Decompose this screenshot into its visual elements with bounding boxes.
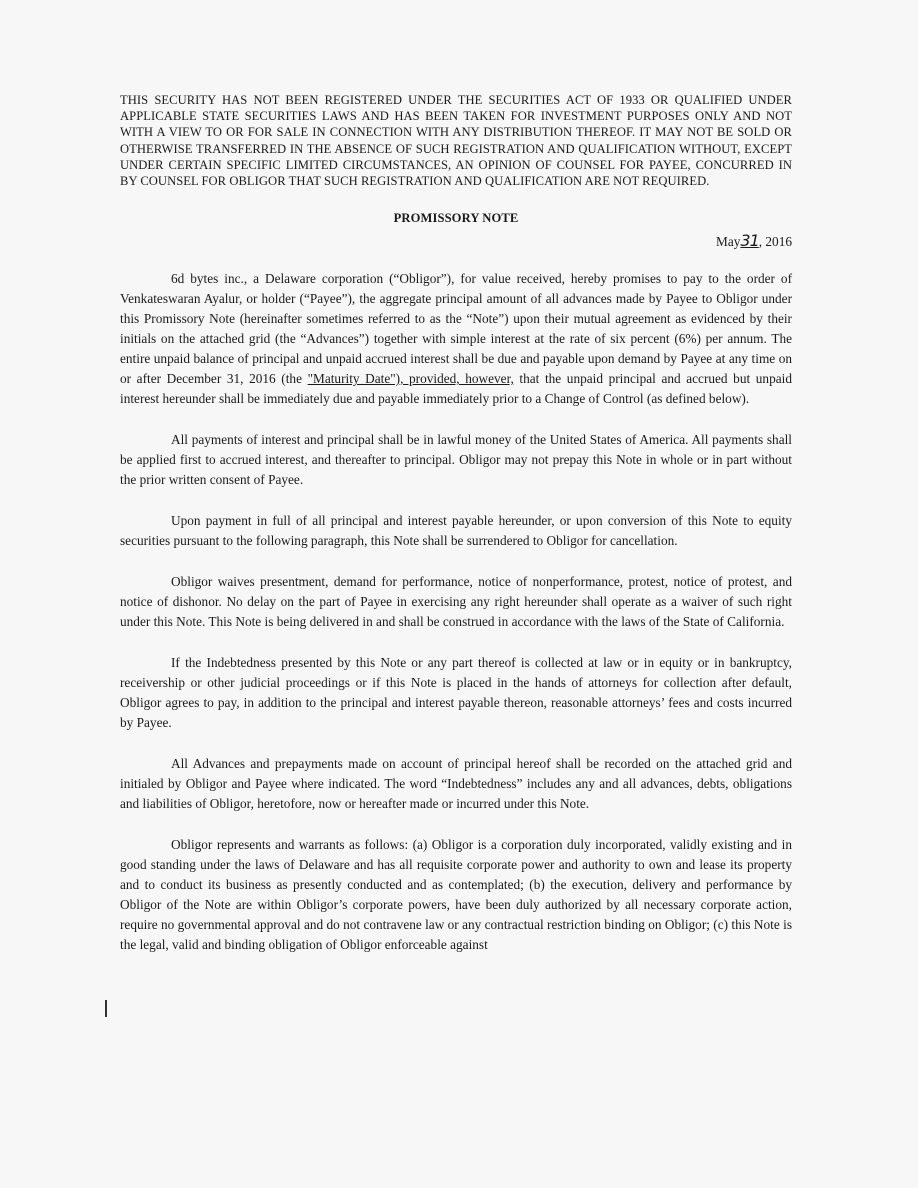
document-page (120, 92, 792, 955)
date-year: , 2016 (758, 234, 792, 250)
paragraph-obligation-text-a: 6d bytes inc., a Delaware corporation (“Obligor”), for value received, hereby promises to pay to the order of Venkateswaran Ayalur, or holder (“Payee”), the aggregate principal amount of all advances made by Payee to Obligor under this Promissory Note (hereinafter sometimes referred to as the “Note”) upon their mutual agreement as evidenced by their initials on the attached grid (the “Advances”) together with simple interest at the rate of six percent (6%) per annum. The entire unpaid balance of principal and unpaid accrued interest shall be due and payable upon demand by Payee at any time on or after December 31, 2016 (the (120, 271, 792, 387)
paragraph-obligation-text-b: that the unpaid principal and accrued but unpaid interest hereunder shall be immediately due and payable immediately prior to a Change of Control (as defined below). (120, 371, 792, 407)
date-day-handwritten: 31 (740, 231, 759, 251)
paragraph-payments: All payments of interest and principal shall be in lawful money of the United States of America. All payments shall be applied first to accrued interest, and thereafter to principal. Obligor may not prepay this Note in whole or in part without the prior written consent of Payee. (120, 432, 792, 488)
paragraph-surrender: Upon payment in full of all principal and interest payable hereunder, or upon conversion of this Note to equity securities pursuant to the following paragraph, this Note shall be surrendered to Obligor for cancellation. (120, 513, 792, 549)
paragraph-advances: All Advances and prepayments made on account of principal hereof shall be recorded on the attached grid and initialed by Obligor and Payee where indicated. The word “Indebtedness” includes any and all advances, debts, obligations and liabilities of Obligor, heretofore, now or hereafter made or incurred under this Note. (120, 756, 792, 812)
margin-mark (105, 1000, 107, 1017)
securities-legend: THIS SECURITY HAS NOT BEEN REGISTERED UNDER THE SECURITIES ACT OF 1933 OR QUALIFIED UNDER APPLICABLE STATE SECURITIES LAWS AND HAS BEEN TAKEN FOR INVESTMENT PURPOSES ONLY AND NOT WITH A VIEW TO OR FOR SALE IN CONNECTION WITH ANY DISTRIBUTION THEREOF. IT MAY NOT BE SOLD OR OTHERWISE TRANSFERRED IN THE ABSENCE OF SUCH REGISTRATION AND QUALIFICATION WITHOUT, EXCEPT UNDER CERTAIN SPECIFIC LIMITED CIRCUMSTANCES, AN OPINION OF COUNSEL FOR PAYEE, CONCURRED IN BY COUNSEL FOR OBLIGOR THAT SUCH REGISTRATION AND QUALIFICATION ARE NOT REQUIRED. (120, 93, 792, 189)
paragraph-waiver: Obligor waives presentment, demand for performance, notice of nonperformance, protest, notice of protest, and notice of dishonor. No delay on the part of Payee in exercising any right hereunder shall operate as a waiver of such right under this Note. This Note is being delivered in and shall be construed in accordance with the laws of the State of California. (120, 574, 792, 630)
document-date (120, 231, 792, 250)
document-title: PROMISSORY NOTE (393, 211, 519, 226)
maturity-date-term: "Maturity Date"), provided, however, (307, 371, 514, 387)
paragraph-collection: If the Indebtedness presented by this Note or any part thereof is collected at law or in equity or in bankruptcy, receivership or other judicial proceedings or if this Note is placed in the hands of attorneys for collection after default, Obligor agrees to pay, in addition to the principal and interest payable thereon, reasonable attorneys’ fees and costs incurred by Payee. (120, 655, 792, 731)
paragraph-obligation (120, 269, 792, 409)
paragraph-representations: Obligor represents and warrants as follows: (a) Obligor is a corporation duly incorporated, validly existing and in good standing under the laws of Delaware and has all requisite corporate power and authority to own and lease its property and to conduct its business as presently conducted and as contemplated; (b) the execution, delivery and performance by Obligor of the Note are within Obligor’s corporate powers, have been duly authorized by all necessary corporate action, require no governmental approval and do not contravene law or any contractual restriction binding on Obligor; (c) this Note is the legal, valid and binding obligation of Obligor enforceable against (120, 837, 792, 953)
date-month: May (716, 234, 741, 250)
